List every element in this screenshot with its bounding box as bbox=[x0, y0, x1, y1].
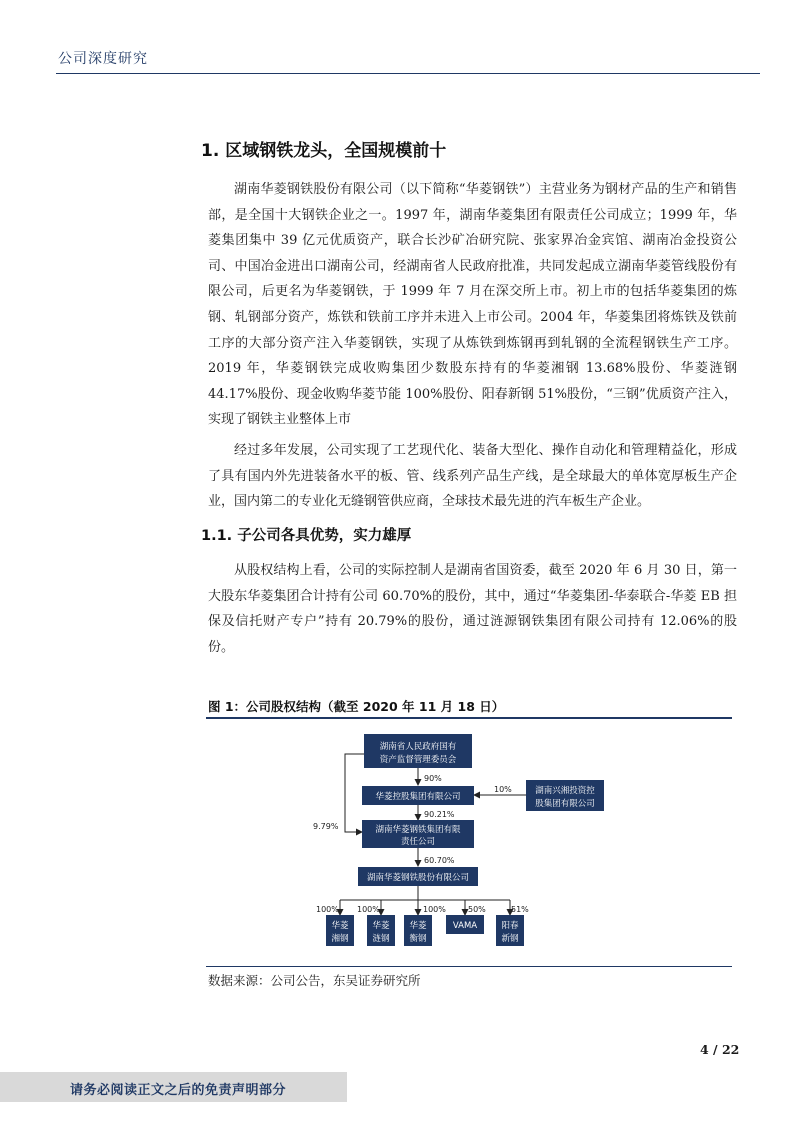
subsidiary-pct: 50% bbox=[468, 905, 486, 914]
subsidiary-line1: 华菱 bbox=[331, 921, 349, 931]
subsidiary-1 bbox=[316, 905, 354, 946]
subsidiary-line2: 新钢 bbox=[501, 934, 519, 944]
subsidiary-5 bbox=[496, 905, 529, 946]
node-xingxiang-line1: 湖南兴湘投资控 bbox=[535, 786, 595, 796]
subsidiary-line2: 湘钢 bbox=[331, 934, 349, 944]
footer-disclaimer: 请务必阅读正文之后的免责声明部分 bbox=[70, 1083, 287, 1098]
pct-xingxiang-holding: 10% bbox=[494, 785, 512, 794]
subsidiary-line2: 涟钢 bbox=[372, 934, 390, 944]
figure-caption: 图 1：公司股权结构（截至 2020 年 11 月 18 日） bbox=[208, 699, 505, 714]
subsidiary-pct: 100% bbox=[423, 905, 446, 914]
pct-holding-group: 90.21% bbox=[424, 810, 455, 819]
pct-group-listed: 60.70% bbox=[424, 856, 455, 865]
subsidiary-line1: 阳春 bbox=[501, 921, 519, 931]
subsidiary-line1: 华菱 bbox=[372, 921, 390, 931]
section-1-1-title: 1.1. 子公司各具优势，实力雄厚 bbox=[201, 528, 412, 544]
subsidiary-4 bbox=[446, 905, 486, 934]
page-number: 4 / 22 bbox=[700, 1042, 740, 1057]
subsidiary-line1: VAMA bbox=[452, 921, 478, 931]
subsidiary-pct: 100% bbox=[357, 905, 380, 914]
node-sasac-line2: 资产监督管理委员会 bbox=[379, 755, 457, 765]
pct-sasac-group: 9.79% bbox=[313, 822, 339, 831]
node-xingxiang-line2: 股集团有限公司 bbox=[535, 799, 595, 809]
section-1-title: 1. 区域钢铁龙头，全国规模前十 bbox=[201, 141, 447, 161]
figure-source: 数据来源：公司公告，东吴证券研究所 bbox=[208, 973, 421, 988]
node-sasac-line1: 湖南省人民政府国有 bbox=[379, 742, 457, 752]
node-group-line1: 湖南华菱钢铁集团有限 bbox=[375, 825, 461, 835]
subsidiary-3 bbox=[404, 905, 446, 946]
header-tag: 公司深度研究 bbox=[58, 51, 148, 67]
pct-sasac-holding: 90% bbox=[424, 774, 442, 783]
section-1-paragraph-1: 湖南华菱钢铁股份有限公司（以下简称“华菱钢铁”）主营业务为钢材产品的生产和销售部，是全国十大钢铁企业之一。1997 年，湖南华菱集团有限责任公司成立；1999 年，华菱集团集中 39 亿元优质资产，联合长沙矿冶研究院、张家界冶金宾馆、湖南冶金投资公司、中国冶金进出口湖南公司，经湖南省人民政府批准，共同发起成立湖南华菱管线股份有限公司，后更名为华菱钢铁，于 1999 年 7 月在深交所上市。初上市的包括华菱集团的炼钢、轧钢部分资产，炼铁和铁前工序并未进入上市公司。2004 年，华菱集团将炼铁及铁前工序的大部分资产注入华菱钢铁，实现了从炼铁到炼钢再到轧钢的全流程钢铁生产工序。2019 年，华菱钢铁完成收购集团少数股东持有的华菱湘钢 13.68%股份、华菱涟钢 44.17%股份、现金收购华菱节能 100%股份、阳春新钢 51%股份，“三钢”优质资产注入，实现了钢铁主业整体上市 bbox=[208, 182, 737, 428]
subsidiary-pct: 100% bbox=[316, 905, 339, 914]
subsidiary-2 bbox=[357, 905, 395, 946]
subsidiary-pct: 51% bbox=[511, 905, 529, 914]
node-group-line2: 责任公司 bbox=[400, 837, 436, 847]
subsidiary-line2: 衡钢 bbox=[409, 934, 427, 944]
subsidiary-line1: 华菱 bbox=[409, 921, 427, 931]
edge-sasac-group bbox=[345, 754, 364, 832]
section-1-paragraph-2: 经过多年发展，公司实现了工艺现代化、装备大型化、操作自动化和管理精益化，形成了具有国内外先进装备水平的板、管、线系列产品生产线，是全球最大的单体宽厚板生产企业，国内第二的专业化无缝钢管供应商，全球技术最先进的汽车板生产企业。 bbox=[208, 443, 737, 510]
figure-bottom-rule bbox=[206, 966, 732, 967]
node-holding-label: 华菱控股集团有限公司 bbox=[375, 792, 461, 802]
node-listed-label: 湖南华菱钢铁股份有限公司 bbox=[366, 873, 470, 883]
section-1-1-paragraph: 从股权结构上看，公司的实际控制人是湖南省国资委，截至 2020 年 6 月 30 日，第一大股东华菱集团合计持有公司 60.70%的股份，其中，通过“华菱集团-华泰联合-华菱 EB 担保及信托财产专户”持有 20.79%的股份，通过涟源钢铁集团有限公司持有 12.06%的股份。 bbox=[208, 563, 737, 655]
